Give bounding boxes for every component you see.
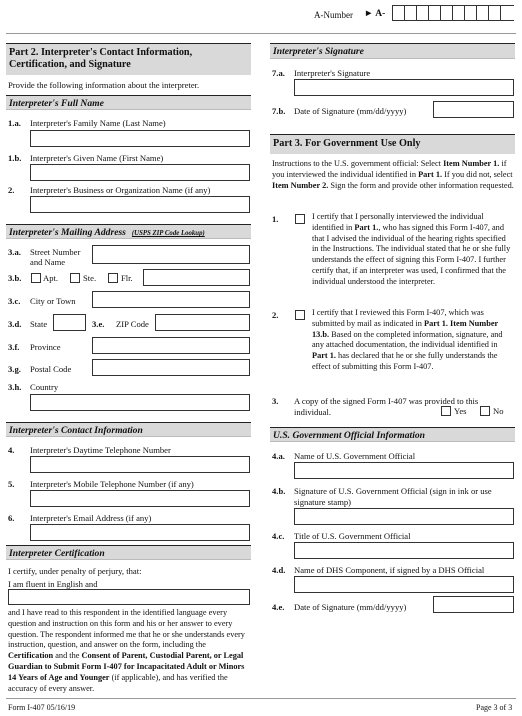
a-number-divider [500, 5, 501, 21]
q7a-label: Interpreter's Signature [294, 68, 371, 78]
a-number-divider [464, 5, 465, 21]
q3-copy-number: 3. [272, 396, 279, 406]
state-field[interactable] [53, 314, 86, 331]
q4b-label-1: Signature of U.S. Government Official (sign in ink or use [294, 486, 492, 496]
full-name-header: Interpreter's Full Name [6, 95, 251, 110]
unit-number-field[interactable] [143, 269, 250, 286]
daytime-phone-field[interactable] [30, 456, 250, 473]
copy-yes-checkbox[interactable] [441, 406, 451, 416]
cert-bold-2: Consent of Parent, Custodial Parent, or Legal Guardian to Submit Form I-407 for Incapacitated Adult or Minors 14 Years of Age and Younger [8, 651, 245, 682]
q3a-number: 3.a. [8, 247, 21, 257]
city-field[interactable] [92, 291, 250, 308]
q7a-number: 7.a. [272, 68, 285, 78]
apt-checkbox[interactable] [31, 273, 41, 283]
interpreter-signature-field[interactable] [294, 79, 514, 96]
c2-paragraph [312, 308, 514, 373]
q7b-number: 7.b. [272, 106, 286, 116]
cert-paragraph [8, 608, 252, 694]
dhs-component-field[interactable] [294, 576, 514, 593]
q4d-number: 4.d. [272, 565, 286, 575]
c1-text-1: I certify that I personally interviewed the individual identified in [312, 212, 484, 232]
instr-text-4: Sign the form and provide other information requested. [330, 180, 514, 190]
interpreter-organization-field[interactable] [30, 196, 250, 213]
a-number-divider [452, 5, 453, 21]
c1-number: 1. [272, 214, 279, 224]
c1-bold: Part 1. [354, 222, 379, 232]
q2-label: Interpreter's Business or Organization Name (if any) [30, 185, 211, 195]
c2-bold-1: Part 1. Item Number 13.b. [312, 318, 499, 339]
cert-text-2: and the [55, 651, 80, 661]
q3-copy-line1: A copy of the signed Form I-407 was provided to this [294, 396, 479, 406]
cert-text-3: (if applicable), and has verified the accuracy of every answer. [8, 672, 228, 693]
q4-label: Interpreter's Daytime Telephone Number [30, 445, 171, 455]
q4e-label: Date of Signature (mm/dd/yyyy) [294, 602, 407, 612]
part3-title: Part 3. For Government Use Only [270, 134, 515, 154]
q1a-label: Interpreter's Family Name (Last Name) [30, 118, 166, 128]
c2-number: 2. [272, 310, 279, 320]
instr-text-1: Instructions to the U.S. government official: Select [272, 159, 441, 168]
q4a-number: 4.a. [272, 451, 285, 461]
footer-rule [6, 698, 516, 699]
mailing-header [6, 224, 251, 239]
q3h-number: 3.h. [8, 382, 22, 392]
official-header: U.S. Government Official Information [270, 427, 515, 442]
part2-title-line1: Part 2. Interpreter's Contact Information, [9, 47, 193, 58]
q3d-label: State [30, 319, 48, 329]
part3-instructions [272, 159, 514, 191]
top-rule [6, 33, 516, 34]
ste-checkbox[interactable] [70, 273, 80, 283]
c1-text-2: , who has signed this Form I-407, and that I advised the individual of the hearing rights specified in the Instructions. The individual stated that he or she fully understands the effect of signing this Form I-407. I further certify that, if an interpreter was used, I confirmed that the individual understood the interpreter. [312, 222, 511, 286]
q1b-number: 1.b. [8, 153, 22, 163]
a-number-divider [428, 5, 429, 21]
c2-text-2: Based on the completed information, signature, and any attached documentation, the individual identified in [312, 329, 503, 350]
signature-header: Interpreter's Signature [270, 43, 515, 59]
contact-header: Interpreter's Contact Information [6, 422, 251, 437]
q6-label: Interpreter's Email Address (if any) [30, 513, 152, 523]
flr-checkbox[interactable] [108, 273, 118, 283]
a-number-divider [476, 5, 477, 21]
q2-number: 2. [8, 185, 15, 195]
q4a-label: Name of U.S. Government Official [294, 451, 416, 461]
part2-title [6, 43, 251, 75]
flr-label: Flr. [121, 273, 133, 283]
cert-text-1: and I have read to this respondent in the identified language every question and instruction on this form and his or her answer to every question. The respondent informed me that he or she understands every instruction, question, and answer on the form, including the [8, 608, 245, 650]
a-number-divider [488, 5, 489, 21]
copy-no-checkbox[interactable] [480, 406, 490, 416]
q4c-label: Title of U.S. Government Official [294, 531, 411, 541]
instr-bold-3: Item Number 2. [272, 180, 329, 190]
c2-text-1: I certify that I reviewed this Form I-407, which was submitted by mail as indicated in [312, 308, 484, 328]
postal-code-field[interactable] [92, 359, 250, 376]
c1-paragraph [312, 212, 514, 288]
cert-bold-1: Certification [8, 651, 54, 661]
footer-page-number: Page 3 of 3 [476, 703, 513, 712]
official-name-field[interactable] [294, 462, 514, 479]
usps-zip-lookup-link[interactable]: (USPS ZIP Code Lookup) [131, 230, 205, 237]
official-signature-field[interactable] [294, 508, 514, 525]
zip-code-field[interactable] [155, 314, 250, 331]
c2-bold-2: Part 1. [312, 351, 336, 361]
q5-label: Interpreter's Mobile Telephone Number (if any) [30, 479, 194, 489]
copy-yes-label: Yes [454, 406, 467, 416]
a-number-field[interactable] [392, 5, 514, 21]
language-field[interactable] [8, 589, 250, 605]
c2-text-3: has declared that he or she fully understands the effect of submitting this Form I-407. [312, 351, 498, 371]
q3b-number: 3.b. [8, 273, 22, 283]
q3f-number: 3.f. [8, 342, 20, 352]
q3d-number: 3.d. [8, 319, 22, 329]
interpreter-family-name-field[interactable] [30, 130, 250, 147]
q4e-number: 4.e. [272, 602, 285, 612]
q6-number: 6. [8, 513, 15, 523]
instr-text-2: if you interviewed the individual identified in [272, 159, 507, 179]
part2-intro: Provide the following information about the interpreter. [8, 80, 200, 90]
q4d-label: Name of DHS Component, if signed by a DHS Official [294, 565, 485, 575]
part2-title-line2: Certification, and Signature [9, 59, 131, 70]
a-number-prefix: ► A- [364, 9, 386, 19]
street-field[interactable] [92, 245, 250, 264]
country-field[interactable] [30, 394, 250, 411]
q4-number: 4. [8, 445, 15, 455]
instr-bold-2: Part 1. [418, 169, 443, 179]
copy-no-label: No [493, 406, 504, 416]
q3f-label: Province [30, 342, 61, 352]
instr-bold-1: Item Number 1. [443, 159, 500, 168]
a-number-area [0, 0, 522, 30]
cert-line1: I certify, under penalty of perjury, that: [8, 566, 142, 576]
a-number-divider [440, 5, 441, 21]
q3g-label: Postal Code [30, 364, 72, 374]
q3c-number: 3.c. [8, 296, 21, 306]
instr-text-3: If you did not, select [444, 169, 513, 179]
a-number-label: A-Number [314, 10, 353, 20]
q3-copy-line2: individual. [294, 407, 331, 417]
q4b-label-2: signature stamp) [294, 497, 352, 507]
q4b-number: 4.b. [272, 486, 286, 496]
apt-label: Apt. [43, 273, 59, 283]
q3c-label: City or Town [30, 296, 76, 306]
ste-label: Ste. [83, 273, 97, 283]
q4c-number: 4.c. [272, 531, 285, 541]
q1b-label: Interpreter's Given Name (First Name) [30, 153, 164, 163]
official-signature-date-field[interactable] [433, 596, 514, 613]
certify-reviewed-checkbox[interactable] [295, 310, 305, 320]
a-number-divider [416, 5, 417, 21]
q3a-label-2: and Name [30, 257, 66, 267]
email-field[interactable] [30, 524, 250, 541]
official-title-field[interactable] [294, 542, 514, 559]
q3a-label-1: Street Number [30, 247, 81, 257]
mobile-phone-field[interactable] [30, 490, 250, 507]
q5-number: 5. [8, 479, 15, 489]
mailing-header-text: Interpreter's Mailing Address [9, 227, 126, 238]
certify-interviewed-checkbox[interactable] [295, 214, 305, 224]
q3e-label: ZIP Code [116, 319, 149, 329]
certification-header: Interpreter Certification [6, 545, 251, 560]
footer-form-id: Form I-407 05/16/19 [8, 703, 76, 712]
q3e-number: 3.e. [92, 319, 105, 329]
interpreter-signature-date-field[interactable] [433, 101, 514, 118]
cert-line2: I am fluent in English and [8, 579, 98, 589]
q7b-label: Date of Signature (mm/dd/yyyy) [294, 106, 407, 116]
province-field[interactable] [92, 337, 250, 354]
interpreter-given-name-field[interactable] [30, 164, 250, 181]
q3h-label: Country [30, 382, 59, 392]
a-number-divider [404, 5, 405, 21]
q1a-number: 1.a. [8, 118, 21, 128]
q3g-number: 3.g. [8, 364, 21, 374]
